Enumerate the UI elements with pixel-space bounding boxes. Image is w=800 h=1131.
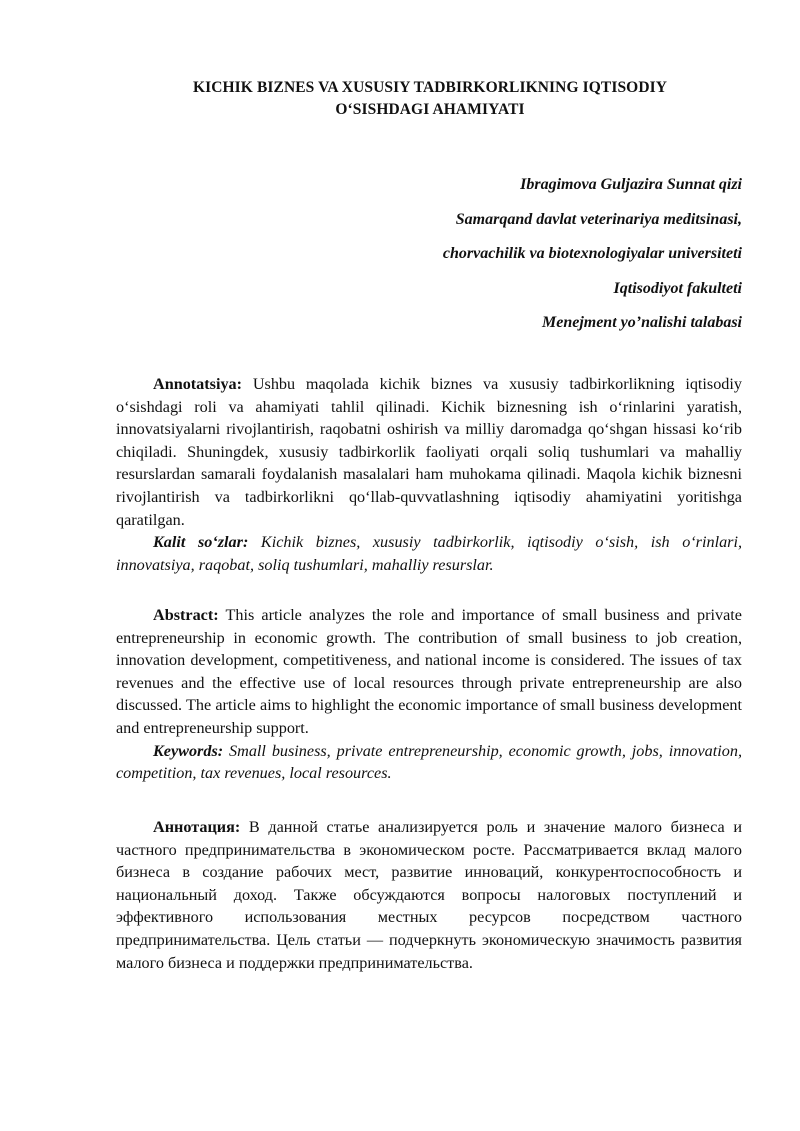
paper-title	[100, 77, 760, 121]
annotation-ru-label: Аннотация:	[153, 818, 241, 836]
keywords-uz-paragraph	[116, 531, 742, 576]
annotation-uz-section	[116, 373, 742, 576]
keywords-en-label: Keywords:	[153, 741, 224, 760]
keywords-uz-text: Kichik biznes, xususiy tadbirkorlik, iqtisodiy o‘sish, ish o‘rinlari, innovatsiya, raqobat, soliq tushumlari, mahalliy resurslar.	[116, 533, 743, 574]
author-affiliation-line-2: chorvachilik va biotexnologiyalar universiteti	[442, 245, 742, 262]
author-status: Menejment yo’nalishi talabasi	[541, 314, 742, 331]
annotation-uz-text: Ushbu maqolada kichik biznes va xususiy tadbirkorlikning iqtisodiy o‘sishdagi roli va ahamiyati tahlil qilinadi. Kichik biznesning ish o‘rinlarini yaratish, innovatsiyalarni rivojlantirish, raqobatni oshirish va milliy daromadga qo‘shgan hissasi ko‘rib chiqiladi. Shuningdek, xususiy tadbirkorlik faoliyati orqali soliq tushumlari va mahalliy resurslardan samarali foydalanish masalalari ham muhokama qilinadi. Maqola kichik biznesni rivojlantirish va tadbirkorlikni qo‘llab-quvvatlashning iqtisodiy ahamiyatini yoritishga qaratilgan.	[116, 375, 742, 529]
annotation-uz-label: Annotatsiya:	[153, 375, 243, 393]
keywords-en-paragraph	[116, 740, 742, 785]
author-block	[443, 168, 742, 341]
annotation-ru-paragraph	[116, 816, 742, 974]
abstract-en-label: Abstract:	[153, 606, 219, 624]
author-name: Ibragimova Guljazira Sunnat qizi	[520, 176, 742, 193]
annotation-uz-paragraph	[116, 373, 742, 531]
keywords-uz-label: Kalit so‘zlar:	[153, 533, 249, 552]
title-line-1: KICHIK BIZNES VA XUSUSIY TADBIRKORLIKNING IQTISODIY	[192, 79, 668, 96]
abstract-en-paragraph	[116, 604, 742, 740]
abstract-en-text: This article analyzes the role and importance of small business and private entrepreneurship in economic growth. The contribution of small business to job creation, innovation development, competitiveness, and national income is considered. The issues of tax revenues and the effective use of local resources through private entrepreneurship are also discussed. The article aims to highlight the economic importance of small business development and entrepreneurship support.	[116, 606, 742, 737]
author-affiliation-line-1: Samarqand davlat veterinariya meditsinasi,	[455, 210, 742, 228]
abstract-en-section	[116, 604, 742, 785]
keywords-en-text: Small business, private entrepreneurship, economic growth, jobs, innovation, competition, tax revenues, local resources.	[116, 741, 742, 783]
annotation-ru-text: В данной статье анализируется роль и значение малого бизнеса и частного предпринимательства в экономическом росте. Рассматривается вклад малого бизнеса в создание рабочих мест, развитие инноваций, конкурентоспособность и национальный доход. Также обсуждаются вопросы налоговых поступлений и эффективного использования местных ресурсов посредством частного предпринимательства. Цель статьи — подчеркнуть экономическую значимость развития малого бизнеса и поддержки предпринимательства.	[116, 818, 742, 972]
annotation-ru-section	[116, 816, 742, 974]
author-faculty: Iqtisodiyot fakulteti	[613, 279, 742, 297]
title-line-2: O‘SISHDAGI AHAMIYATI	[335, 101, 525, 118]
